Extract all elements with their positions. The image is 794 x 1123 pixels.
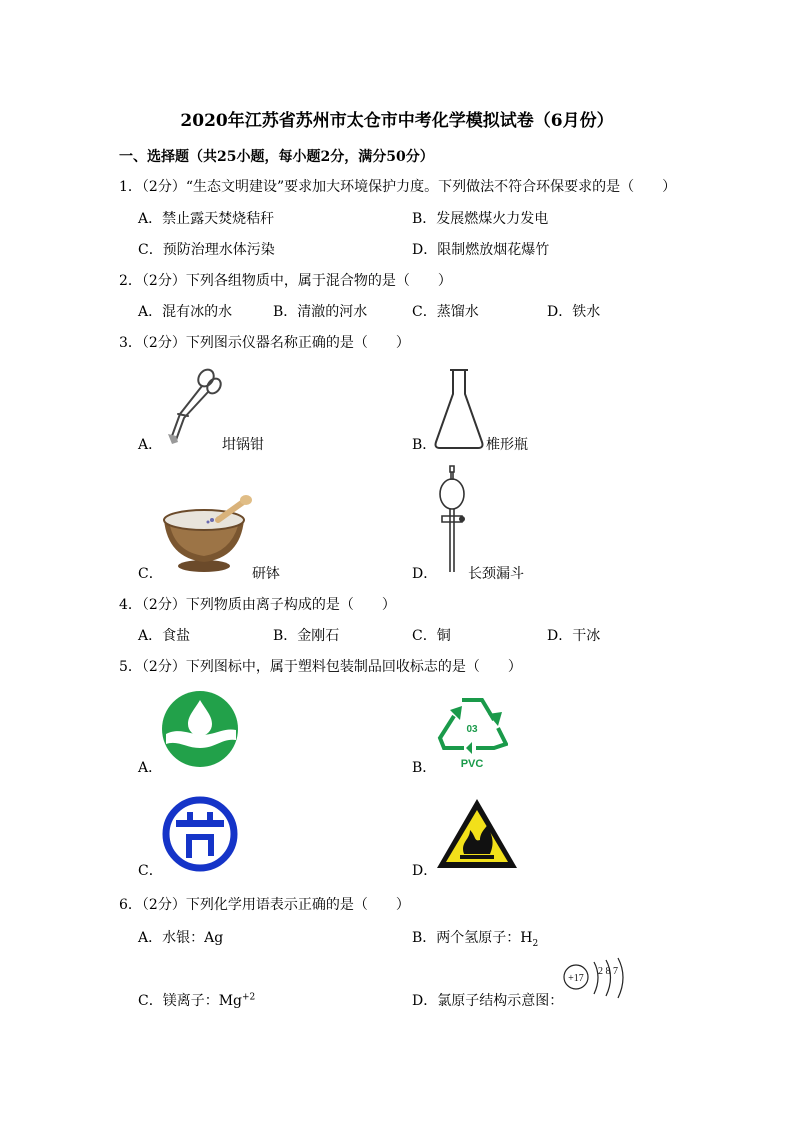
conical-flask-image [432,368,488,450]
q5-option-a-letter: A． [138,760,163,776]
q5-option-b-letter: B． [412,760,437,776]
q6-option-d: D．氯原子结构示意图： [412,993,564,1009]
section-heading: 一、选择题（共25小题，每小题2分，满分50分） [119,149,434,165]
q6-option-b-subscript: 2 [532,938,539,949]
q3-option-c-name: 研钵 [252,566,280,582]
q5-option-c-letter: C． [138,863,163,879]
q3-option-d-name: 长颈漏斗 [468,566,524,582]
q3-option-b-letter: B． [412,437,437,453]
q1-option-d: D．限制燃放烟花爆竹 [412,242,550,258]
q5-option-d-letter: D． [412,863,438,879]
nucleus-charge: +17 [568,973,584,984]
question-3-stem: 3．（2分）下列图示仪器名称正确的是（ ） [119,335,410,351]
q3-option-a-name: 坩锅钳 [222,437,264,453]
recycle-label-text: PVC [460,758,484,770]
page-title: 2020年江苏省苏州市太仓市中考化学模拟试卷（6月份） [180,111,614,131]
water-saving-sign-icon [160,690,240,768]
q6-option-c-text: C．镁离子：Mg [138,993,243,1009]
crucible-tongs-image [158,364,224,448]
question-1-stem: 1．（2分）“生态文明建设”要求加大环境保护力度。下列做法不符合环保要求的是（ ） [119,179,677,195]
q4-option-b: B．金刚石 [273,628,340,644]
chlorine-atom-diagram [558,956,638,1004]
q6-option-a: A．水银：Ag [138,930,224,946]
q2-option-d: D．铁水 [547,304,601,320]
q1-option-a: A．禁止露天焚烧秸秆 [138,211,275,227]
separatory-funnel-image [434,464,470,576]
q2-option-b: B．清澈的河水 [273,304,368,320]
pvc-recycling-icon [436,692,508,770]
q1-option-c: C．预防治理水体污染 [138,242,275,258]
energy-saving-sign-icon [162,796,238,872]
q6-option-c [138,990,255,1010]
question-4-stem: 4．（2分）下列物质由离子构成的是（ ） [119,597,396,613]
q4-option-d: D．干冰 [547,628,601,644]
recycle-code-text: 03 [466,724,478,735]
q3-option-a-letter: A． [138,437,163,453]
electron-shells: 2 8 7 [598,966,618,977]
flammable-warning-icon [434,796,520,872]
question-5-stem: 5．（2分）下列图标中，属于塑料包装制品回收标志的是（ ） [119,659,522,675]
mortar-and-pestle-image [160,494,256,574]
q3-option-d-letter: D． [412,566,438,582]
q4-option-c: C．铜 [412,628,451,644]
q6-option-b [412,927,538,949]
q1-option-b: B．发展燃煤火力发电 [412,211,549,227]
q4-option-a: A．食盐 [138,628,191,644]
q6-option-b-text: B．两个氢原子：H [412,930,533,946]
question-2-stem: 2．（2分）下列各组物质中，属于混合物的是（ ） [119,273,452,289]
q2-option-c: C．蒸馏水 [412,304,479,320]
q3-option-c-letter: C． [138,566,163,582]
q6-option-c-superscript: +2 [242,992,256,1003]
q3-option-b-name: 椎形瓶 [486,437,528,453]
q2-option-a: A．混有冰的水 [138,304,233,320]
question-6-stem: 6．（2分）下列化学用语表示正确的是（ ） [119,897,410,913]
